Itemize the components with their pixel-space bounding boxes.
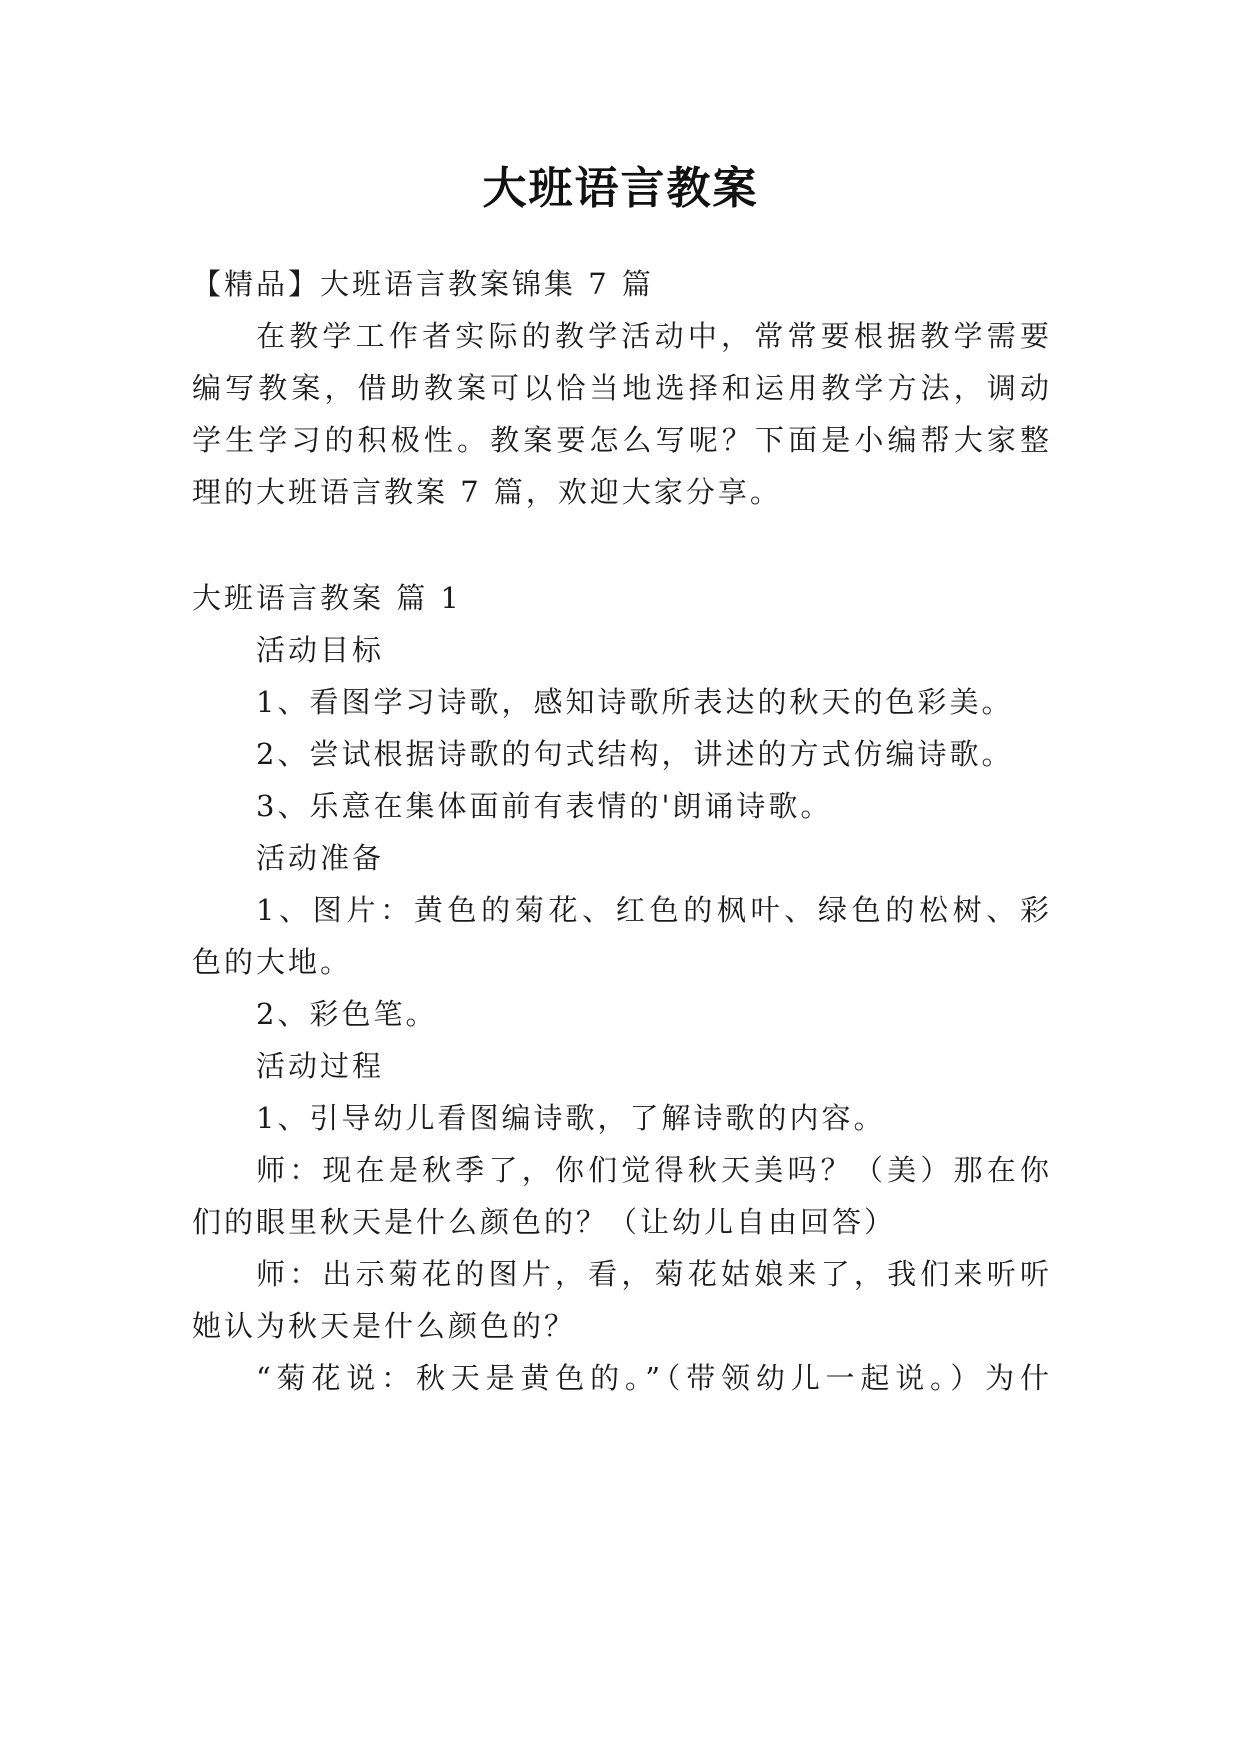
intro-line-1: 在教学工作者实际的教学活动中，常常要根据教学需要 [256, 319, 1052, 353]
intro-line-2: 编写教案，借助教案可以恰当地选择和运用教学方法，调动 [192, 371, 1052, 405]
process-line-5: 她认为秋天是什么颜色的？ [192, 1309, 577, 1343]
subtitle: 【精品】大班语言教案锦集 7 篇 [192, 267, 654, 301]
section-heading: 大班语言教案 篇 1 [192, 581, 462, 615]
process-heading: 活动过程 [256, 1049, 385, 1083]
prep-item-1: 1、图片：黄色的菊花、红色的枫叶、绿色的松树、彩 [256, 893, 1052, 927]
intro-line-4: 理的大班语言教案 7 篇，欢迎大家分享。 [192, 475, 782, 509]
prep-item-1-cont: 色的大地。 [192, 945, 353, 979]
process-line-2: 师：现在是秋季了，你们觉得秋天美吗？（美）那在你 [256, 1153, 1052, 1187]
goal-item-2: 2、尝试根据诗歌的句式结构，讲述的方式仿编诗歌。 [256, 737, 1014, 771]
prep-item-2: 2、彩色笔。 [256, 997, 438, 1031]
goals-heading: 活动目标 [256, 633, 385, 667]
intro-line-3: 学生学习的积极性。教案要怎么写呢？下面是小编帮大家整 [192, 423, 1052, 457]
process-line-4: 师：出示菊花的图片，看，菊花姑娘来了，我们来听听 [256, 1257, 1052, 1291]
process-line-6: “菊花说：秋天是黄色的。”（带领幼儿一起说。）为什 [256, 1361, 1052, 1395]
process-step-1: 1、引导幼儿看图编诗歌，了解诗歌的内容。 [256, 1101, 886, 1135]
goal-item-1: 1、看图学习诗歌，感知诗歌所表达的秋天的色彩美。 [256, 685, 1014, 719]
goal-item-3: 3、乐意在集体面前有表情的'朗诵诗歌。 [256, 789, 833, 823]
process-line-3: 们的眼里秋天是什么颜色的？（让幼儿自由回答） [192, 1205, 897, 1239]
prep-heading: 活动准备 [256, 841, 385, 875]
page-title: 大班语言教案 [482, 163, 759, 214]
